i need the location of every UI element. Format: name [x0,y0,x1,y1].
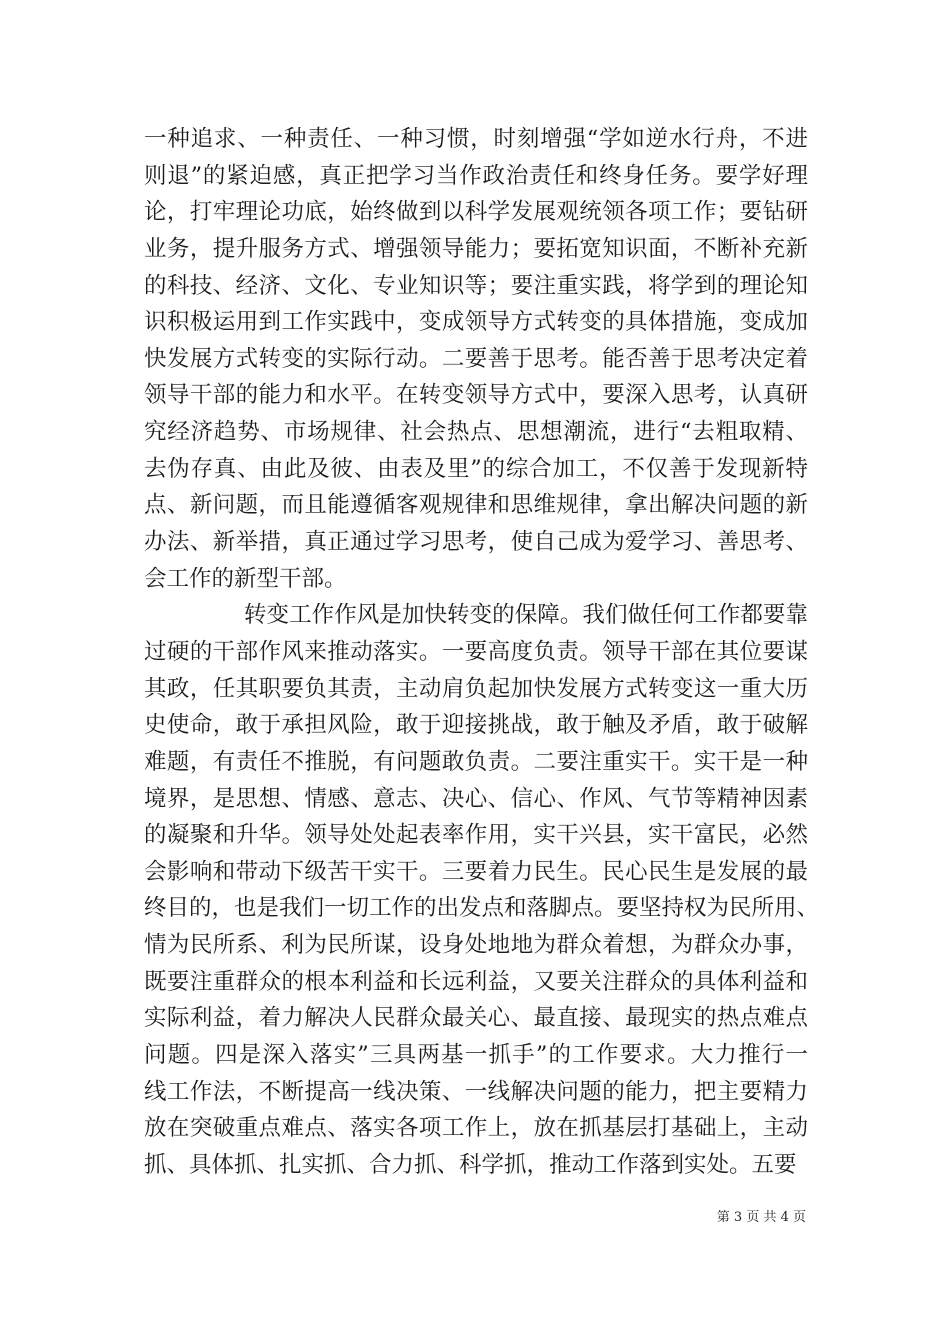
text-line: 去伪存真、由此及彼、由表及里”的综合加工，不仅善于发现新特 [144,455,808,482]
text-line: 难题，有责任不推脱，有问题敢负责。二要注重实干。实干是一种 [144,748,808,775]
text-line: 的凝聚和升华。领导处处起表率作用，实干兴县，实干富民，必然 [144,822,808,849]
text-line: 会工作的新型干部。 [144,565,347,592]
text-line: 既要注重群众的根本利益和长远利益，又要关注群众的具体利益和 [144,968,808,995]
text-line: 一种追求、一种责任、一种习惯，时刻增强“学如逆水行舟，不进 [144,126,808,152]
text-line: 办法、新举措，真正通过学习思考，使自己成为爱学习、善思考、 [144,529,808,556]
text-line: 情为民所系、利为民所谋，设身处地地为群众着想，为群众办事， [144,932,808,959]
text-line: 抓、具体抓、扎实抓、合力抓、科学抓，推动工作落到实处。五要 [144,1151,797,1178]
text-line: 转变工作作风是加快转变的保障。我们做任何工作都要靠 [244,602,808,629]
text-line: 领导干部的能力和水平。在转变领导方式中，要深入思考，认真研 [144,382,808,409]
text-line: 过硬的干部作风来推动落实。一要高度负责。领导干部在其位要谋 [144,638,808,665]
text-line: 论，打牢理论功底，始终做到以科学发展观统领各项工作；要钻研 [144,199,808,226]
text-line: 实际利益，着力解决人民群众最关心、最直接、最现实的热点难点 [144,1005,808,1032]
page-number-footer: 第 3 页 共 4 页 [716,1210,806,1225]
text-line: 线工作法，不断提高一线决策、一线解决问题的能力，把主要精力 [144,1078,808,1105]
text-line: 点、新问题，而且能遵循客观规律和思维规律，拿出解决问题的新 [144,492,808,519]
text-line: 的科技、经济、文化、专业知识等；要注重实践，将学到的理论知 [144,272,808,299]
text-line: 业务，提升服务方式、增强领导能力；要拓宽知识面，不断补充新 [144,235,808,262]
text-line: 史使命，敢于承担风险，敢于迎接挑战，敢于触及矛盾，敢于破解 [144,712,808,739]
text-line: 识积极运用到工作实践中，变成领导方式转变的具体措施，变成加 [144,309,808,336]
text-line: 会影响和带动下级苦干实干。三要着力民生。民心民生是发展的最 [144,858,808,885]
text-line: 究经济趋势、市场规律、社会热点、思想潮流，进行“去粗取精、 [144,419,808,446]
text-line: 终目的，也是我们一切工作的出发点和落脚点。要坚持权为民所用、 [144,895,820,922]
text-line: 则退”的紧迫感，真正把学习当作政治责任和终身任务。要学好理 [144,162,808,189]
text-line: 境界，是思想、情感、意志、决心、信心、作风、气节等精神因素 [144,785,808,812]
text-line: 其政，任其职要负其责，主动肩负起加快发展方式转变这一重大历 [144,675,808,702]
paragraph-1 [144,121,808,597]
paragraph-2 [144,597,820,1183]
text-line: 快发展方式转变的实际行动。二要善于思考。能否善于思考决定着 [144,345,808,372]
text-line: 问题。四是深入落实”三具两基一抓手”的工作要求。大力推行一 [144,1042,808,1069]
text-line: 放在突破重点难点、落实各项工作上，放在抓基层打基础上，主动 [144,1115,808,1142]
body-text [144,121,820,1184]
